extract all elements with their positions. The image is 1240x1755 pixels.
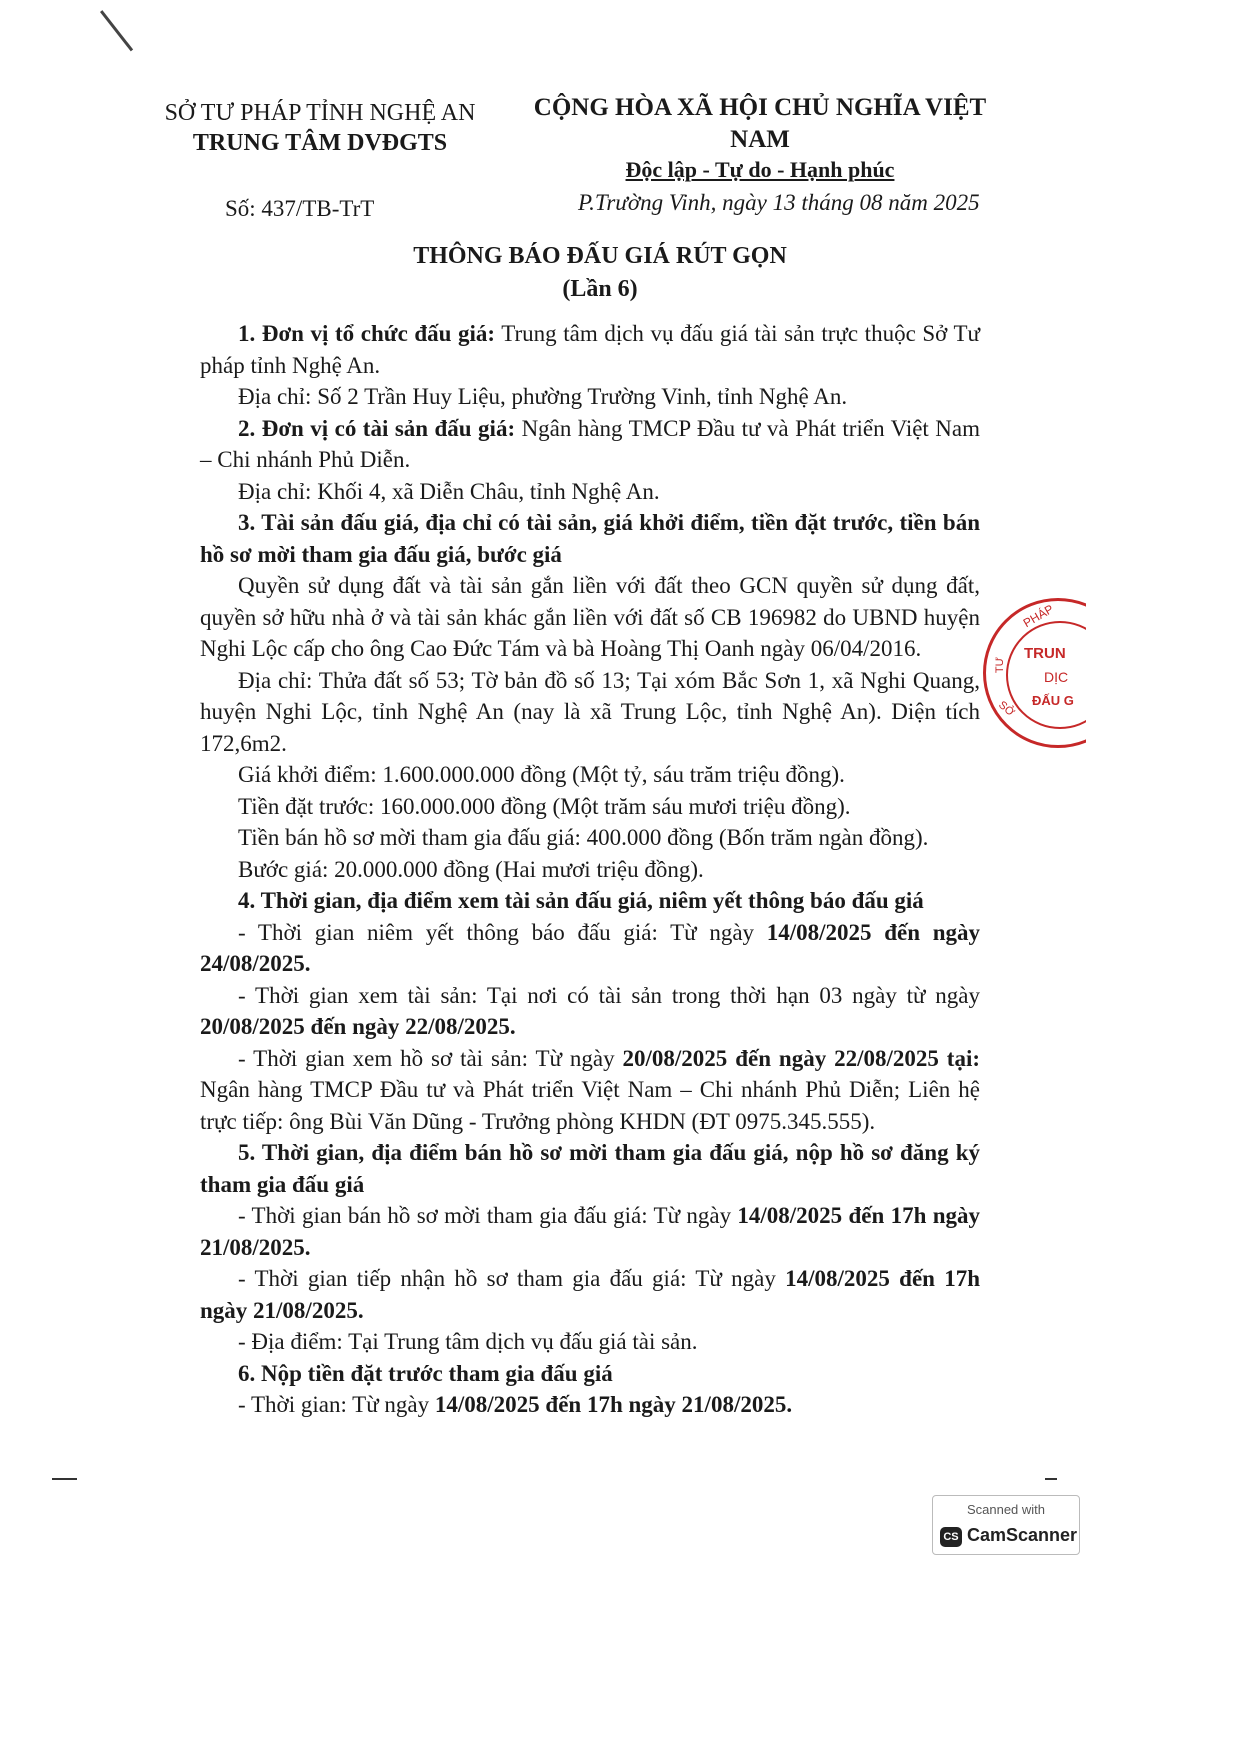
agency-name: SỞ TƯ PHÁP TỈNH NGHỆ AN — [164, 100, 476, 126]
s4-i3-dates: 20/08/2025 đến ngày 22/08/2025 tại: — [622, 1045, 980, 1071]
s4-i1-dates: 14/08/2025 đến ngày 24/08/2025. — [200, 919, 980, 976]
scan-dash-left — [52, 1478, 77, 1480]
s4-i3-rest: Ngân hàng TMCP Đầu tư và Phát triển Việt Nam – Chi nhánh Phủ Diễn; Liên hệ trực tiếp: ông Bùi Văn Dũng - Trưởng phòng KHDN (ĐT 0975.345.555). — [200, 1077, 980, 1134]
section-2-text: Ngân hàng TMCP Đầu tư và Phát triển Việt Nam – Chi nhánh Phủ Diễn. — [200, 415, 980, 472]
s5-i2-dates: 14/08/2025 đến 17h ngày 21/08/2025. — [200, 1266, 980, 1323]
section-5-item-1 — [200, 1200, 980, 1263]
deposit: Tiền đặt trước: 160.000.000 đồng (Một trăm sáu mươi triệu đồng). — [238, 793, 851, 819]
s6-i1-text: - Thời gian: Từ ngày — [238, 1392, 435, 1417]
seal-arc-text: PHÁP — [1020, 601, 1056, 631]
title-sub: (Lần 6) — [562, 276, 638, 302]
camscanner-logo-icon: CS — [940, 1527, 962, 1547]
s6-i1-dates: 14/08/2025 đến 17h ngày 21/08/2025. — [434, 1392, 793, 1417]
section-2-address: Địa chỉ: Khối 4, xã Diễn Châu, tỉnh Nghệ An. — [238, 478, 660, 504]
camscanner-watermark — [932, 1495, 1080, 1555]
section-5-heading: 5. Thời gian, địa điểm bán hồ sơ mời tham gia đấu giá, nộp hồ sơ đăng ký tham gia đấu giá — [200, 1140, 980, 1197]
start-price: Giá khởi điểm: 1.600.000.000 đồng (Một tỷ, sáu trăm triệu đồng). — [238, 762, 845, 787]
seal-side-text: TƯ — [994, 656, 1007, 674]
section-3-asset: Quyền sử dụng đất và tài sản gắn liền với đất theo GCN quyền sử dụng đất, quyền sở hữu nhà ở và tài sản khác gắn liền với đất số CB 196982 do UBND huyện Nghi Lộc cấp cho ông Cao Đức Tám và bà Hoàng Thị Oanh ngày 06/04/2016. — [200, 573, 980, 661]
seal-line-2: DỊC — [1044, 669, 1069, 685]
section-5-item-3: - Địa điểm: Tại Trung tâm dịch vụ đấu giá tài sản. — [238, 1329, 698, 1354]
seal-line-3: ĐẤU G — [1032, 693, 1074, 708]
section-6-heading: 6. Nộp tiền đặt trước tham gia đấu giá — [238, 1360, 613, 1386]
place-date: P.Trường Vinh, ngày 13 tháng 08 năm 2025 — [578, 190, 980, 215]
seal-line-1: TRUN — [1024, 645, 1066, 662]
s5-i2-text: - Thời gian tiếp nhận hồ sơ tham gia đấu giá: Từ ngày — [238, 1266, 786, 1291]
section-1-text: Trung tâm dịch vụ đấu giá tài sản trực thuộc Sở Tư pháp tỉnh Nghệ An. — [200, 321, 980, 378]
s5-i1-dates: 14/08/2025 đến 17h ngày 21/08/2025. — [200, 1203, 980, 1260]
document-number: Số: 437/TB-TrT — [225, 196, 375, 221]
section-3-address: Địa chỉ: Thửa đất số 53; Tờ bản đồ số 13; Tại xóm Bắc Sơn 1, xã Nghi Quang, huyện Nghi Lộc, tỉnh Nghệ An (nay là xã Trung Lộc, tỉnh Nghệ An). Diện tích 172,6m2. — [200, 667, 980, 756]
section-4-heading: 4. Thời gian, địa điểm xem tài sản đấu giá, niêm yết thông báo đấu giá — [238, 888, 924, 913]
title-main: THÔNG BÁO ĐẤU GIÁ RÚT GỌN — [413, 243, 787, 269]
section-6-item-1 — [200, 1389, 980, 1421]
watermark-brand: CamScanner — [967, 1525, 1078, 1545]
s4-i1-text: - Thời gian niêm yết thông báo đấu giá: Từ ngày — [238, 919, 767, 945]
s5-i1-text: - Thời gian bán hồ sơ mời tham gia đấu giá: Từ ngày — [238, 1203, 738, 1228]
section-2 — [200, 413, 980, 476]
scan-dash-right — [1045, 1478, 1057, 1480]
section-1-address: Địa chỉ: Số 2 Trần Huy Liệu, phường Trường Vinh, tỉnh Nghệ An. — [238, 384, 848, 409]
national-header — [505, 92, 1015, 184]
section-4-item-2 — [200, 980, 980, 1043]
agency-header — [160, 98, 480, 158]
document-body — [200, 318, 980, 1421]
watermark-caption: Scanned with — [966, 1502, 1046, 1517]
nation-motto: Độc lập - Tự do - Hạnh phúc — [625, 157, 895, 182]
nation-title: CỘNG HÒA XÃ HỘI CHỦ NGHĨA VIỆT NAM — [533, 94, 987, 153]
document-title — [340, 240, 860, 306]
price-step: Bước giá: 20.000.000 đồng (Hai mươi triệu đồng). — [238, 856, 704, 882]
dossier-fee: Tiền bán hồ sơ mời tham gia đấu giá: 400.000 đồng (Bốn trăm ngàn đồng). — [238, 825, 929, 850]
section-4-item-3 — [200, 1043, 980, 1138]
agency-unit: TRUNG TÂM DVĐGTS — [192, 130, 448, 156]
seal-bottom-text: SỞ — [996, 699, 1017, 719]
section-1 — [200, 318, 980, 381]
s4-i2-text: - Thời gian xem tài sản: Tại nơi có tài sản trong thời hạn 03 ngày từ ngày — [238, 982, 980, 1008]
section-1-heading: 1. Đơn vị tổ chức đấu giá: — [238, 321, 496, 346]
section-4-item-1 — [200, 917, 980, 980]
s4-i3-text: - Thời gian xem hồ sơ tài sản: Từ ngày — [238, 1045, 623, 1071]
section-3-heading: 3. Tài sản đấu giá, địa chỉ có tài sản, giá khởi điểm, tiền đặt trước, tiền bán hồ sơ mời tham gia đấu giá, bước giá — [200, 510, 980, 567]
section-2-heading: 2. Đơn vị có tài sản đấu giá: — [238, 415, 516, 441]
scan-mark — [100, 10, 133, 51]
page-edge — [1086, 590, 1146, 760]
section-5-item-2 — [200, 1263, 980, 1326]
s4-i2-dates: 20/08/2025 đến ngày 22/08/2025. — [200, 1014, 516, 1039]
